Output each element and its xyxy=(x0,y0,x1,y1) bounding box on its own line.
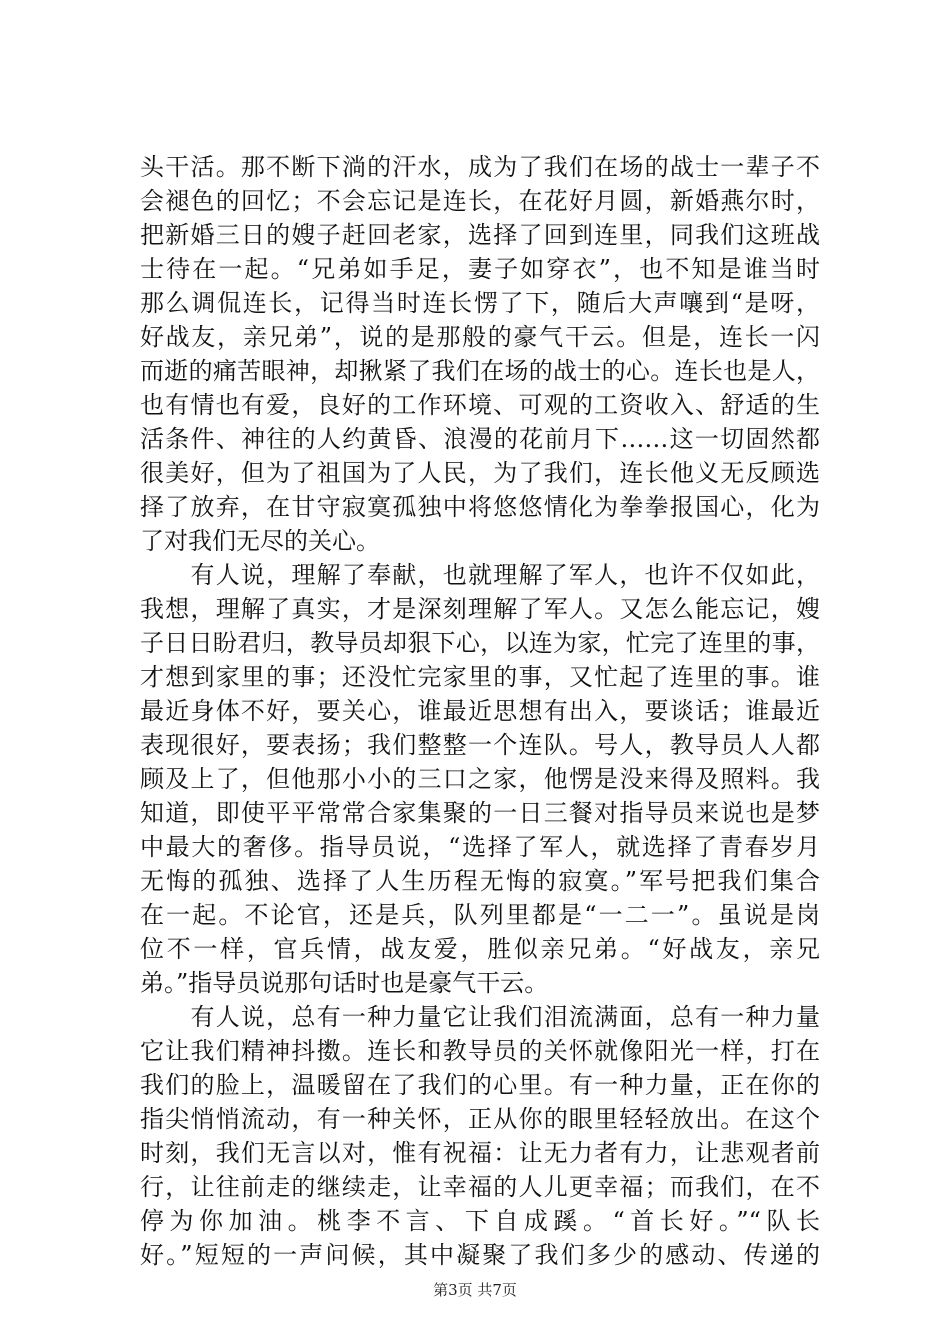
text-line: 士待在一起。“兄弟如手足，妻子如穿衣”，也不知是谁当时 xyxy=(140,255,820,283)
text-line: 最近身体不好，要关心，谁最近思想有出入，要谈话；谁最近 xyxy=(140,697,820,725)
text-line: 时刻，我们无言以对，惟有祝福：让无力者有力，让悲观者前 xyxy=(140,1139,820,1167)
text-line: 停为你加油。桃李不言、下自成蹊。“首长好。”“队长 xyxy=(140,1207,820,1235)
text-line: 顾及上了，但他那小小的三口之家，他愣是没来得及照料。我 xyxy=(140,765,820,793)
text-line: 而逝的痛苦眼神，却揪紧了我们在场的战士的心。连长也是人， xyxy=(140,357,820,385)
text-line: 把新婚三日的嫂子赶回老家，选择了回到连里，同我们这班战 xyxy=(140,221,820,249)
text-line: 行，让往前走的继续走，让幸福的人儿更幸福；而我们，在不 xyxy=(140,1173,820,1201)
text-line: 会褪色的回忆；不会忘记是连长，在花好月圆，新婚燕尔时， xyxy=(140,187,820,215)
text-line: 我们的脸上，温暖留在了我们的心里。有一种力量，正在你的 xyxy=(140,1071,820,1099)
text-line: 才想到家里的事；还没忙完家里的事，又忙起了连里的事。谁 xyxy=(140,663,820,691)
page-footer: 第3页 共7页 xyxy=(433,1281,517,1299)
text-line: 指尖悄悄流动，有一种关怀，正从你的眼里轻轻放出。在这个 xyxy=(140,1105,820,1133)
text-line: 表现很好，要表扬；我们整整一个连队。号人，教导员人人都 xyxy=(140,731,820,759)
text-line: 弟。”指导员说那句话时也是豪气干云。 xyxy=(140,969,549,997)
text-line: 有人说，总有一种力量它让我们泪流满面，总有一种力量 xyxy=(140,1003,820,1031)
text-line: 活条件、神往的人约黄昏、浪漫的花前月下……这一切固然都 xyxy=(140,425,820,453)
text-line: 无悔的孤独、选择了人生历程无悔的寂寞。”军号把我们集合 xyxy=(140,867,820,895)
text-line: 在一起。不论官，还是兵，队列里都是“一二一”。虽说是岗 xyxy=(140,901,820,929)
body-text xyxy=(140,150,820,1272)
text-line: 好战友，亲兄弟”，说的是那般的豪气干云。但是，连长一闪 xyxy=(140,323,820,351)
text-line: 子日日盼君归，教导员却狠下心，以连为家，忙完了连里的事， xyxy=(140,629,820,657)
text-line: 有人说，理解了奉献，也就理解了军人，也许不仅如此， xyxy=(140,561,820,589)
text-line: 择了放弃，在甘守寂寞孤独中将悠悠情化为拳拳报国心，化为 xyxy=(140,493,820,521)
text-line: 知道，即使平平常常合家集聚的一日三餐对指导员来说也是梦 xyxy=(140,799,820,827)
text-line: 位不一样，官兵情，战友爱，胜似亲兄弟。“好战友，亲兄 xyxy=(140,935,820,963)
text-line: 那么调侃连长，记得当时连长愣了下，随后大声嚷到“是呀， xyxy=(140,289,820,317)
text-line: 中最大的奢侈。指导员说，“选择了军人，就选择了青春岁月 xyxy=(140,833,820,861)
text-line: 它让我们精神抖擞。连长和教导员的关怀就像阳光一样，打在 xyxy=(140,1037,820,1065)
text-line: 很美好，但为了祖国为了人民，为了我们，连长他义无反顾选 xyxy=(140,459,820,487)
text-line: 头干活。那不断下淌的汗水，成为了我们在场的战士一辈子不 xyxy=(140,153,820,181)
text-line: 也有情也有爱，良好的工作环境、可观的工资收入、舒适的生 xyxy=(140,391,820,419)
text-line: 好。”短短的一声问候，其中凝聚了我们多少的感动、传递的 xyxy=(140,1241,820,1269)
text-line: 了对我们无尽的关心。 xyxy=(140,527,380,555)
text-line: 我想，理解了真实，才是深刻理解了军人。又怎么能忘记，嫂 xyxy=(140,595,820,623)
